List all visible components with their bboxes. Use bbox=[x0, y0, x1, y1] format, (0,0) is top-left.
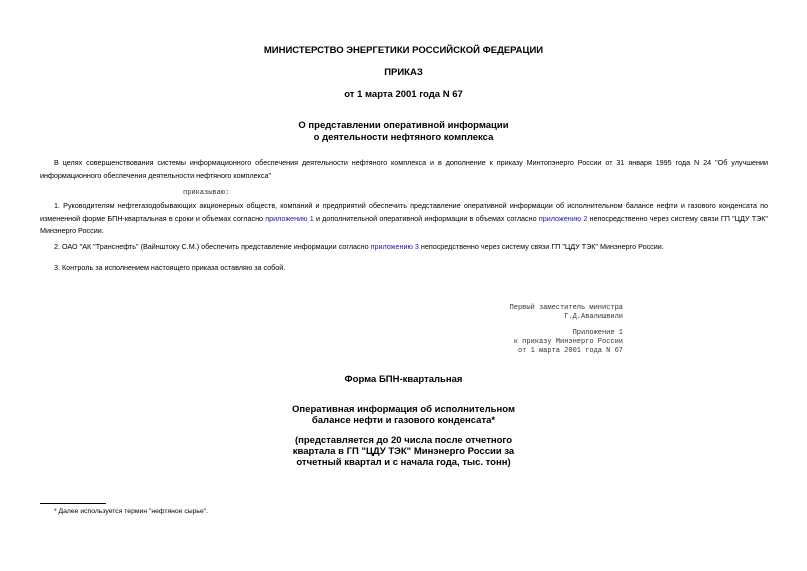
signature-name: Г.Д.Авалишвили bbox=[564, 313, 623, 321]
appendix-reference bbox=[420, 329, 623, 356]
form-note-line-1: (представляется до 20 числа после отчетного bbox=[294, 435, 513, 446]
form-title-line-1: Оперативная информация об исполнительном bbox=[292, 404, 515, 415]
doc-type-heading: ПРИКАЗ bbox=[384, 67, 423, 78]
form-note-line-2: квартала в ГП "ЦДУ ТЭК" Минэнерго России за bbox=[292, 446, 515, 457]
p2-text-a: 2. ОАО "АК "Транснефть" (Вайнштоку С.М.) обеспечить представление информации согласно bbox=[54, 242, 371, 251]
appendix-1-link[interactable]: приложению 1 bbox=[265, 213, 314, 223]
signature-block bbox=[420, 304, 623, 322]
order-paragraph-3: 3. Контроль за исполнением настоящего приказа оставляю за собой. bbox=[54, 263, 286, 272]
appendix-ref-line-1: Приложение 1 bbox=[572, 329, 623, 337]
form-note-line-3: отчетный квартал и с начала года, тыс. тонн) bbox=[296, 457, 511, 468]
footnote-text: * Далее используется термин "нефтяное сырье". bbox=[54, 508, 209, 515]
date-number-heading: от 1 марта 2001 года N 67 bbox=[344, 89, 463, 100]
p1-text-a: 1. Руководителям нефтегазодобывающих акционерных обществ, компаний и предприятий обеспечить представление оперативной информации об исполнительном балансе нефти и газового конденсата по измененной форме БПН-квартальная в сроки и объемах согласно bbox=[40, 201, 768, 223]
form-title-line-2: балансе нефти и газового конденсата* bbox=[311, 415, 496, 426]
appendix-ref-line-2: к приказу Минэнерго России bbox=[513, 338, 623, 346]
appendix-2-link[interactable]: приложению 2 bbox=[538, 213, 588, 223]
order-paragraph-2 bbox=[54, 241, 768, 254]
footnote-divider bbox=[40, 503, 106, 504]
ministry-heading: МИНИСТЕРСТВО ЭНЕРГЕТИКИ РОССИЙСКОЙ ФЕДЕРАЦИИ bbox=[263, 45, 544, 56]
preamble-paragraph: В целях совершенствования системы информационного обеспечения деятельности нефтяного комплекса и в дополнение к приказу Минтопэнерго России от 31 января 1995 года N 24 "Об улучшении информационного обеспечения деятельности нефтяного комплекса" bbox=[40, 158, 768, 180]
p2-text-b: непосредственно через систему связи ГП "ЦДУ ТЭК" Минэнерго России. bbox=[418, 242, 664, 251]
appendix-ref-line-3: от 1 марта 2001 года N 67 bbox=[517, 347, 623, 355]
title-line-1: О представлении оперативной информации bbox=[298, 120, 509, 131]
order-word: приказываю: bbox=[183, 189, 230, 197]
title-line-2: о деятельности нефтяного комплекса bbox=[313, 132, 494, 143]
form-name: Форма БПН-квартальная bbox=[344, 374, 463, 385]
signature-position: Первый заместитель министра bbox=[509, 304, 623, 312]
appendix-3-link[interactable]: приложению 3 bbox=[370, 242, 419, 251]
p1-text-b: и дополнительной оперативной информации в объемах согласно bbox=[313, 213, 539, 223]
order-paragraph-1 bbox=[40, 200, 768, 238]
p1-text-c: непосредственно через систему связи ГП "ЦДУ ТЭК" Минэнерго России. bbox=[40, 213, 768, 235]
